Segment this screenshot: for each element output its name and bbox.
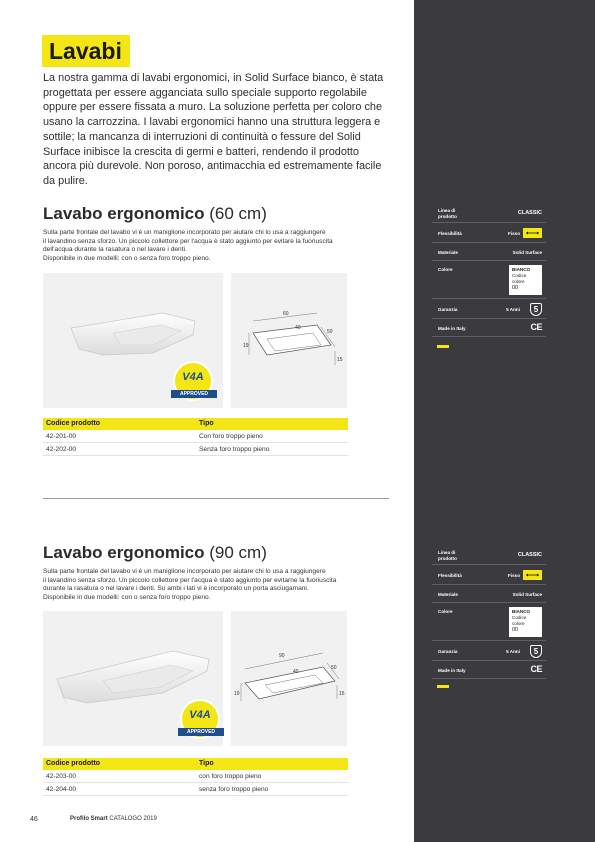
table-row [43, 430, 348, 443]
dimension-label: 40 [293, 669, 299, 675]
product-code: 42-202-00 [46, 446, 77, 453]
dimension-label: 15 [339, 691, 345, 697]
footer-catalog [70, 816, 157, 822]
product-type: con foro troppo pieno [199, 773, 262, 780]
ce-mark-icon: CE [530, 322, 542, 332]
color-name: BIANCO [512, 609, 531, 614]
section-divider [43, 498, 389, 499]
table-header [43, 418, 348, 430]
product-type: senza foro troppo pieno [199, 786, 269, 793]
accent-mark [437, 685, 449, 688]
product-description [43, 568, 398, 602]
product-title [43, 543, 267, 563]
card-label: Colore [438, 267, 453, 272]
color-swatch [509, 265, 542, 295]
card-value: CLASSIC [517, 210, 542, 216]
card-value: Solid Surface [512, 592, 542, 597]
card-label: Colore [438, 609, 453, 614]
dimension-label: 90 [279, 653, 285, 659]
product-table [43, 758, 348, 796]
dimension-label: 19 [234, 691, 240, 697]
card-label: Flessibilità [438, 231, 462, 236]
product-code: 42-201-00 [46, 433, 77, 440]
product-size: (60 cm) [209, 204, 267, 223]
color-name: BIANCO [512, 267, 531, 272]
card-label: Flessibilità [438, 573, 462, 578]
page-number: 46 [30, 816, 38, 823]
page-title: Lavabi [49, 38, 122, 64]
product-size: (90 cm) [209, 543, 267, 562]
fixed-arrow-icon [523, 570, 542, 580]
card-label: Linea di prodotto [438, 208, 457, 219]
card-value: Solid Surface [512, 250, 542, 255]
table-row [43, 443, 348, 456]
color-code: 00 [512, 285, 519, 291]
warranty-shield-icon: 5 [530, 303, 542, 316]
product-photo [43, 611, 223, 746]
card-row-flexibility [432, 565, 546, 585]
color-swatch [509, 607, 542, 637]
product-type: Con foro troppo pieno [199, 433, 263, 440]
color-code: 00 [512, 627, 519, 633]
ce-mark-icon: CE [530, 664, 542, 674]
color-code-label: Codice colore [512, 273, 527, 284]
product-code: 42-203-00 [46, 773, 77, 780]
table-row [43, 783, 348, 796]
product-type: Senza foro troppo pieno [199, 446, 270, 453]
dimension-drawing [231, 611, 347, 746]
v4a-badge-text: V4A [189, 709, 211, 721]
dimension-label: 19 [243, 343, 249, 349]
card-label: Made in Italy [438, 326, 466, 331]
dimension-label: 60 [283, 311, 289, 317]
intro-paragraph: La nostra gamma di lavabi ergonomici, in Solid Surface bianco, è stata progettata per essere agganciata sullo speciale supporto regolabile oppure per essere fissata a muro. La soluzione perfetta per coloro che usano la carrozzina. I lavabi ergonomici hanno una struttura leggera e sottile; la mancanza di interruzioni di continuità o fessure del Solid Surface inibisce la crescita di germi e batteri, rendendo il prodotto ancora più durevole. Non poroso, antimacchia ed estremamente facile da pulire. [43, 72, 384, 187]
description-line: Disponibile in due modelli: con o senza foro troppo pieno. [43, 254, 211, 262]
spec-card [432, 548, 546, 679]
card-row-line [432, 206, 546, 223]
color-code-label: Codice colore [512, 615, 527, 626]
product-photo [43, 273, 223, 408]
product-title [43, 204, 267, 224]
approved-ribbon: APPROVED [171, 390, 217, 398]
product-code: 42-204-00 [46, 786, 77, 793]
dimension-label: 15 [337, 357, 343, 363]
description-line: Sulla parte frontale del lavabo vi è un maniglione incorporato per aiutare chi lo usa a raggiungere [43, 229, 326, 236]
card-value: CLASSIC [517, 552, 542, 558]
spec-card [432, 206, 546, 337]
dimension-label: 50 [327, 329, 333, 335]
card-label: Made in Italy [438, 668, 466, 673]
card-row-color [432, 261, 546, 299]
footer-brand: Profilo Smart [70, 816, 108, 822]
card-label: Garanzia [438, 307, 458, 312]
card-row-material [432, 243, 546, 261]
product-name: Lavabo ergonomico [43, 204, 205, 223]
column-header-type: Tipo [199, 420, 214, 427]
card-row-made-in-italy [432, 661, 546, 679]
dimension-label: 50 [331, 665, 337, 671]
card-row-line [432, 548, 546, 565]
card-value: 5 Anni [506, 307, 520, 312]
description-line: dell'acqua durante la rasatura o nel lavare i denti. [43, 246, 187, 254]
card-row-made-in-italy [432, 319, 546, 337]
column-header-code: Codice prodotto [46, 760, 101, 767]
product-description [43, 229, 398, 263]
card-label: Materiale [438, 250, 458, 255]
fixed-arrow-icon [523, 228, 542, 238]
table-row [43, 770, 348, 783]
accent-mark [437, 345, 449, 348]
v4a-badge [180, 699, 220, 739]
description-line: durante la rasatura o nel lavare i denti. Su ambi i lati vi è incorporato un porta asciugamani. [43, 585, 309, 593]
card-row-warranty [432, 299, 546, 319]
dimension-label: 40 [295, 325, 301, 331]
card-label: Garanzia [438, 649, 458, 654]
card-value: Fisso [508, 231, 520, 236]
v4a-badge-text: V4A [182, 371, 204, 383]
card-row-color [432, 603, 546, 641]
column-header-type: Tipo [199, 760, 214, 767]
description-line: il lavandino senza sforzo. Un piccolo collettore per l'acqua è stato aggiunto per evitare la fuoriuscita [43, 237, 333, 245]
card-value: Fisso [508, 573, 520, 578]
approved-ribbon: APPROVED [178, 728, 224, 736]
card-row-warranty [432, 641, 546, 661]
table-header [43, 758, 348, 770]
card-row-flexibility [432, 223, 546, 243]
v4a-badge [173, 361, 213, 401]
column-header-code: Codice prodotto [46, 420, 101, 427]
card-row-material [432, 585, 546, 603]
product-table [43, 418, 348, 456]
technical-drawing [231, 611, 347, 746]
technical-drawing [231, 273, 347, 408]
card-value: 5 Anni [506, 649, 520, 654]
dimension-drawing [231, 273, 347, 408]
page-title-badge [42, 35, 130, 67]
card-label: Materiale [438, 592, 458, 597]
description-line: il lavandino senza sforzo. Un piccolo collettore per l'acqua è stato aggiunto per evitarne la fuoriuscita [43, 576, 337, 584]
warranty-shield-icon: 5 [530, 645, 542, 658]
description-line: Sulla parte frontale del lavabo vi è un maniglione incorporato per aiutare chi lo usa a raggiungere [43, 568, 326, 575]
product-name: Lavabo ergonomico [43, 543, 205, 562]
description-line: Disponibile in due modelli: con o senza foro troppo pieno. [43, 593, 211, 601]
card-label: Linea di prodotto [438, 550, 457, 561]
footer-catalog-label: CATALOGO 2019 [109, 816, 157, 822]
sidebar-panel [414, 0, 595, 842]
